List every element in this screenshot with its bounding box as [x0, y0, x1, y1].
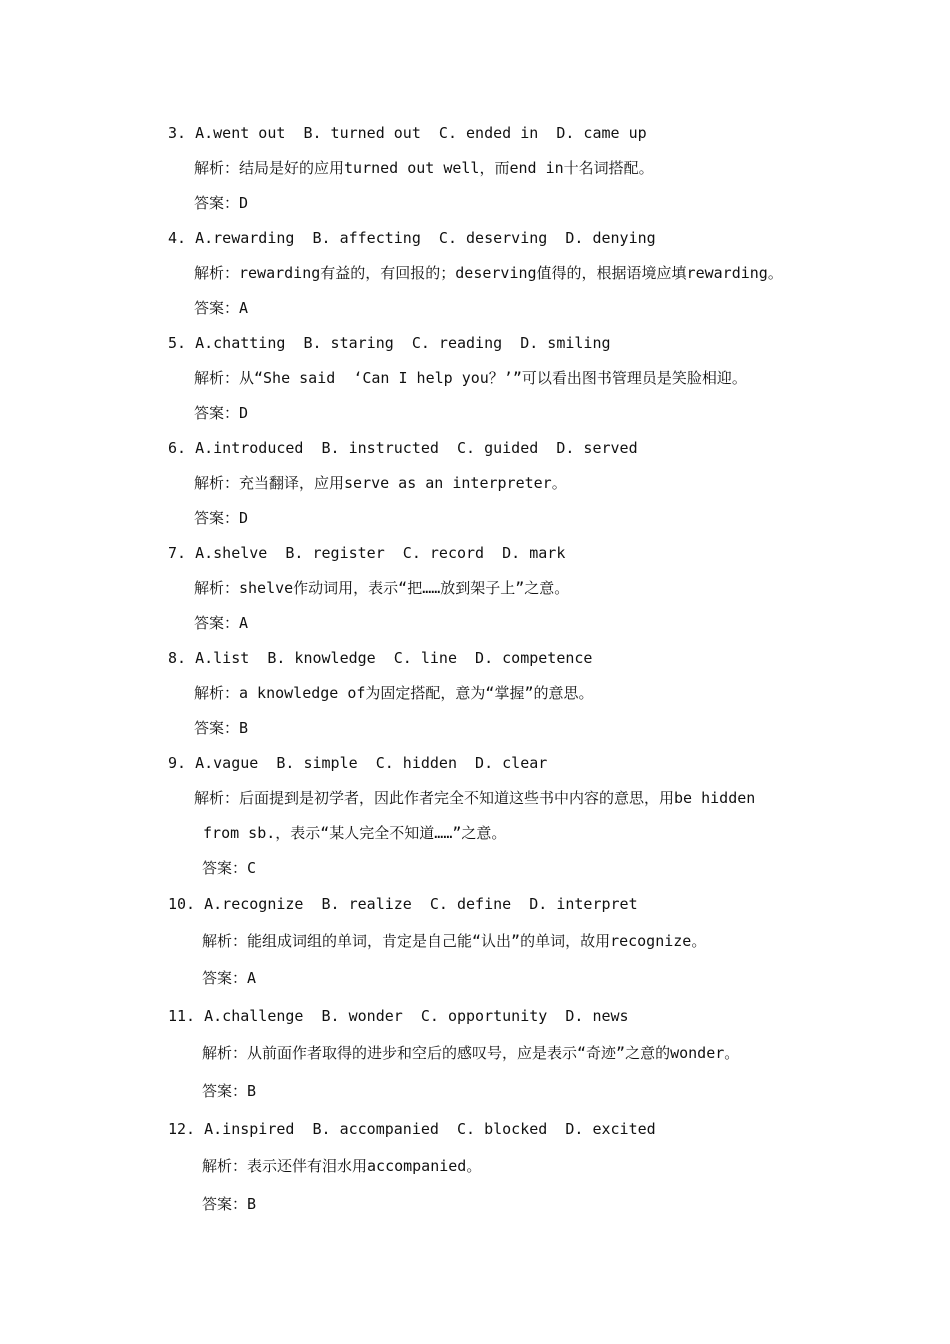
question-3-options: 3. A.went out B. turned out C. ended in D. came up — [168, 124, 647, 142]
question-5-explanation: 解析：从“She said ‘Can I help you？’”可以看出图书管理员是笑脸相迎。 — [194, 369, 747, 387]
question-7-options: 7. A.shelve B. register C. record D. mark — [168, 544, 566, 562]
question-9-explanation: 解析：后面提到是初学者，因此作者完全不知道这些书中内容的意思，用be hidden — [194, 789, 756, 807]
question-3-answer: 答案：D — [194, 194, 249, 212]
question-4-options: 4. A.rewarding B. affecting C. deserving D. denying — [168, 229, 656, 247]
question-4-answer: 答案：A — [194, 299, 249, 317]
question-12-options: 12. A.inspired B. accompanied C. blocked D. excited — [168, 1120, 656, 1138]
question-11-options: 11. A.challenge B. wonder C. opportunity D. news — [168, 1007, 629, 1025]
question-6-explanation: 解析：充当翻译，应用serve as an interpreter。 — [194, 474, 567, 492]
question-8-explanation: 解析：a knowledge of为固定搭配，意为“掌握”的意思。 — [194, 684, 594, 702]
question-11-explanation: 解析：从前面作者取得的进步和空后的感叹号，应是表示“奇迹”之意的wonder。 — [202, 1044, 740, 1062]
question-11-answer: 答案：B — [202, 1082, 257, 1100]
question-10-answer: 答案：A — [202, 969, 257, 987]
question-12-explanation: 解析：表示还伴有泪水用accompanied。 — [202, 1157, 482, 1175]
question-3-explanation: 解析：结局是好的应用turned out well，而end in十名词搭配。 — [194, 159, 654, 177]
question-6-answer: 答案：D — [194, 509, 249, 527]
question-5-answer: 答案：D — [194, 404, 249, 422]
question-9-options: 9. A.vague B. simple C. hidden D. clear — [168, 754, 548, 772]
question-6-options: 6. A.introduced B. instructed C. guided D. served — [168, 439, 638, 457]
question-4-explanation: 解析：rewarding有益的，有回报的；deserving值得的，根据语境应填rewarding。 — [194, 264, 783, 282]
question-12-answer: 答案：B — [202, 1195, 257, 1213]
question-10-options: 10. A.recognize B. realize C. define D. interpret — [168, 895, 638, 913]
question-9-explanation-cont: from sb.，表示“某人完全不知道……”之意。 — [194, 824, 507, 842]
question-7-answer: 答案：A — [194, 614, 249, 632]
question-5-options: 5. A.chatting B. staring C. reading D. smiling — [168, 334, 611, 352]
question-10-explanation: 解析：能组成词组的单词，肯定是自己能“认出”的单词，故用recognize。 — [202, 932, 707, 950]
question-9-answer: 答案：C — [202, 859, 257, 877]
question-8-answer: 答案：B — [194, 719, 249, 737]
question-8-options: 8. A.list B. knowledge C. line D. competence — [168, 649, 593, 667]
question-7-explanation: 解析：shelve作动词用，表示“把……放到架子上”之意。 — [194, 579, 570, 597]
